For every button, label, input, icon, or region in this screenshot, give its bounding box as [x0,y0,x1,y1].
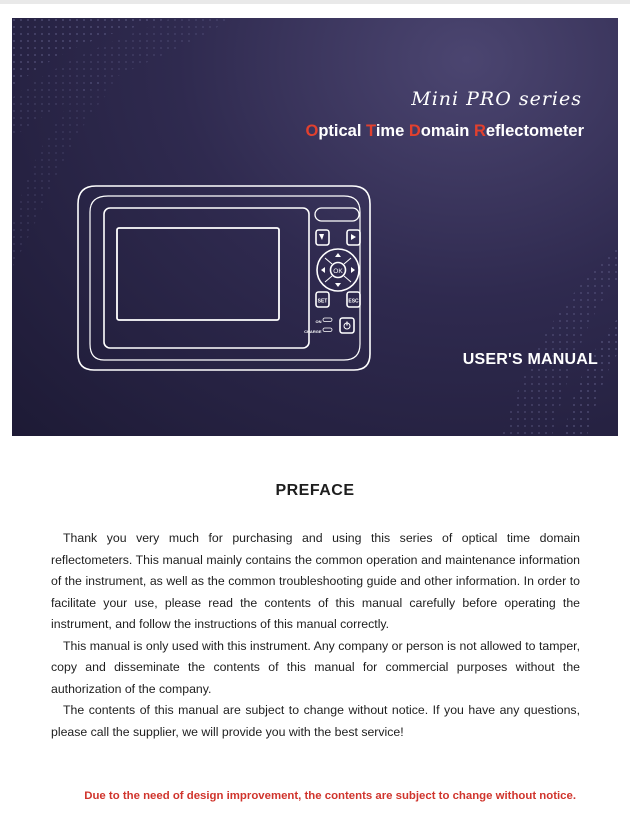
preface-body [51,528,580,743]
esc-key-label: ESC [348,298,359,305]
title-initial-t: T [366,122,376,140]
charge-indicator-label: CHARGE [304,329,322,334]
preface-paragraph: The contents of this manual are subject to change without notice. If you have any questions, please call the supplier, we will provide you with the best service! [51,703,580,739]
preface-heading: PREFACE [275,482,355,499]
title-word-time: ime [375,122,409,140]
preface-paragraph: This manual is only used with this instrument. Any company or person is not allowed to tamper, copy and disseminate the contents of this manual for commercial purposes without the authorization of the company. [51,638,580,696]
set-key-label: SET [317,298,328,305]
series-name: Mini PRO series [411,88,582,110]
users-manual-label: USER'S MANUAL [462,351,598,368]
cover-banner [12,18,618,436]
preface-paragraph: Thank you very much for purchasing and using this series of optical time domain reflectometers. This manual mainly contains the common operation and maintenance information of the instrument, as well as the common troubleshooting guide and other information. In order to facilitate your use, please read the contents of this manual carefully before operating the instrument, and follow the instructions of this manual correctly. [51,531,580,631]
on-indicator-label: ON [315,319,322,324]
otdr-device-illustration [74,182,374,374]
title-initial-d: D [408,122,421,140]
product-title [306,122,585,141]
title-word-optical: ptical [318,122,367,140]
title-word-domain: omain [420,122,474,140]
ok-key-label: OK [333,268,343,275]
manual-page [0,4,630,832]
title-word-reflectometer: eflectometer [485,122,584,140]
title-initial-o: O [305,122,319,140]
title-initial-r: R [473,122,486,140]
design-change-notice: Due to the need of design improvement, the contents are subject to change without notice. [84,790,576,802]
